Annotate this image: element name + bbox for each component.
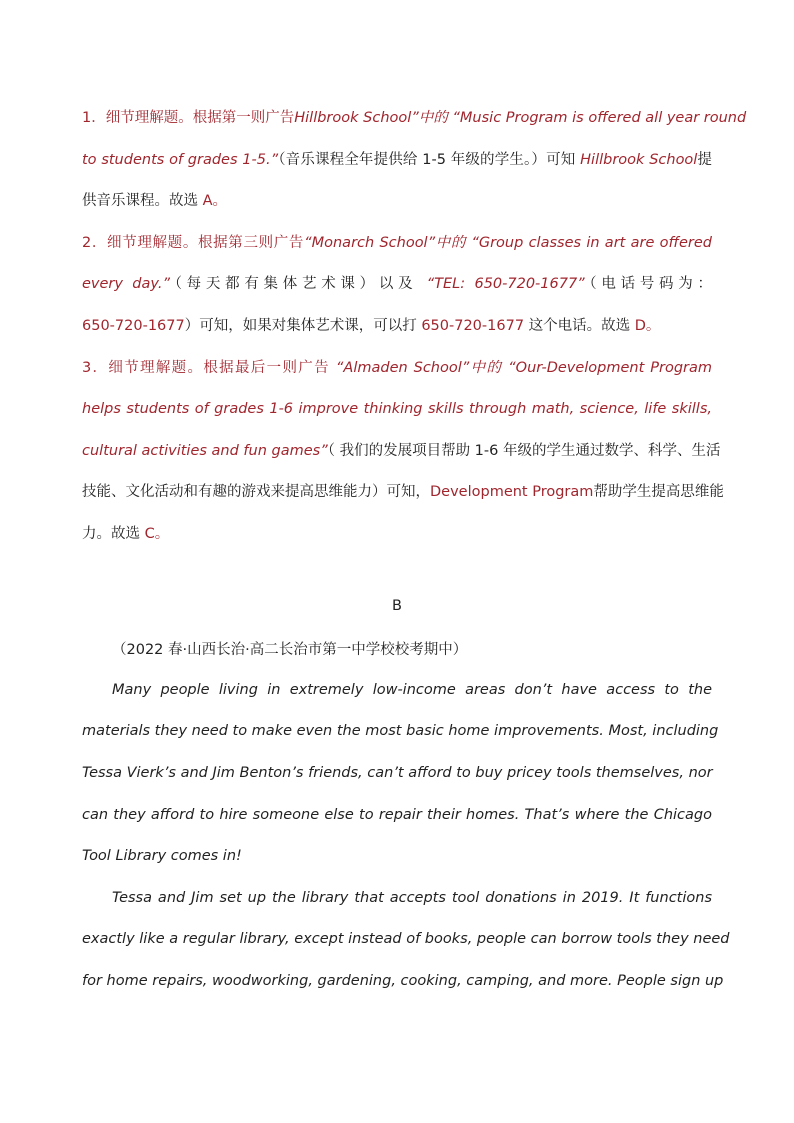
passage-p2-line-2: exactly like a regular library, except instead of books, people can borrow tools they need (82, 931, 730, 947)
answer-3-line-5 (82, 524, 712, 544)
answer-1-line-1 (82, 108, 747, 128)
answer-3-translation: （ 我们的发展项目帮助 1-6 年级的学生通过数学、科学、生活 (327, 443, 721, 459)
answer-2-phone-2: 650-720-1677 (421, 318, 525, 334)
passage-p1-line-2: materials they need to make even the most basic home improvements. Most, including (82, 723, 719, 739)
answer-2-tel: “TEL: 650-720-1677” (426, 276, 585, 292)
answer-1-quote-cont: to students of grades 1-5.” (82, 152, 279, 168)
answer-2-choice: D。 (634, 318, 661, 334)
section-letter: B (392, 598, 402, 614)
answer-2-phone: 650-720-1677 (82, 318, 185, 334)
answer-3-number: 3．细节理解题。根据最后一则广告 (82, 360, 336, 376)
answer-2-tail: （电话号码为： (584, 276, 712, 292)
passage-p1-line-1: Many people living in extremely low-income areas don’t have access to the (112, 682, 712, 698)
answer-2-number: 2．细节理解题。根据第三则广告 (82, 235, 305, 251)
answer-1-conclusion: 供音乐课程。故选 (82, 193, 203, 209)
answer-3-line-1 (82, 358, 712, 378)
answer-2-line-1 (82, 233, 712, 253)
passage-p1-line-3: Tessa Vierk’s and Jim Benton’s friends, can’t afford to buy pricey tools themselves, nor (82, 765, 713, 781)
answer-3-quote-cont: helps students of grades 1-6 improve thinking skills through math, science, life skills, (82, 401, 712, 417)
answer-3-choice: C。 (144, 526, 170, 542)
answer-1-line-3 (82, 191, 712, 211)
answer-1-quote: Hillbrook School”中的 “Music Program is offered all year round (294, 110, 747, 126)
answer-3-line-3 (82, 441, 721, 461)
answer-2-line-2 (82, 274, 712, 294)
answer-3-line-4 (82, 482, 724, 502)
passage-p2-line-3: for home repairs, woodworking, gardening, cooking, camping, and more. People sign up (82, 973, 724, 989)
passage-p1-line-4: can they afford to hire someone else to repair their homes. That’s where the Chicago (82, 807, 712, 823)
answer-3-quote-end: cultural activities and fun games” (82, 443, 328, 459)
answer-3-tail: 帮助学生提高思维能 (593, 484, 724, 500)
passage-p1-line-5: Tool Library comes in! (82, 848, 242, 864)
answer-2-quote-cont: every day.” (82, 276, 170, 292)
answer-1-school: Hillbrook School (580, 152, 698, 168)
answer-3-program: Development Program (430, 484, 594, 500)
answer-1-number: 1．细节理解题。根据第一则广告 (82, 110, 295, 126)
answer-1-line-2 (82, 150, 712, 170)
answer-3-quote: “Almaden School”中的 “Our-Development Program (335, 360, 712, 376)
answer-1-tail: 提 (697, 152, 712, 168)
answer-3-line-2 (82, 399, 712, 419)
answer-2-translation: （每天都有集体艺术课）以及 (169, 276, 427, 292)
answer-1-choice: A。 (202, 193, 228, 209)
answer-1-translation: （音乐课程全年提供给 1-5 年级的学生。）可知 (278, 152, 581, 168)
answer-3-translation-cont: 技能、文化活动和有趣的游戏来提高思维能力）可知， (82, 484, 430, 500)
answer-2-line-3 (82, 316, 712, 336)
answer-2-note: ）可知，如果对集体艺术课，可以打 (184, 318, 422, 334)
answer-2-quote: “Monarch School”中的 “Group classes in art are offered (304, 235, 712, 251)
answer-3-conclusion: 力。故选 (82, 526, 145, 542)
answer-2-conclusion: 这个电话。故选 (524, 318, 635, 334)
source-note: （2022 春·山西长治·高二长治市第一中学校校考期中） (112, 642, 468, 658)
passage-p2-line-1: Tessa and Jim set up the library that accepts tool donations in 2019. It functions (112, 890, 712, 906)
